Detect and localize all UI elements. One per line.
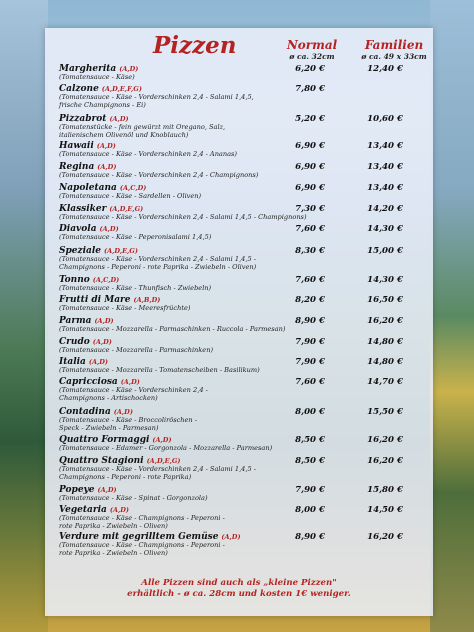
menu-item-allergens: (A,D) xyxy=(88,358,108,366)
menu-item-description: (Tomatensauce - Käse - Vorderschinken 2,4 - Champignons) xyxy=(59,171,259,179)
menu-item-title: Contadina xyxy=(59,407,111,417)
price-normal: 6,20 € xyxy=(295,64,325,74)
menu-item-title: Vegetaria xyxy=(59,505,107,515)
menu-item-description: (Tomatensauce - Käse - Vorderschinken 2,4 - Salami 1,4,5 - Champignons - Peperoni - rote Paprika) xyxy=(59,465,256,481)
price-familien: 13,40 € xyxy=(367,141,403,151)
menu-item-description: (Tomatensauce - Käse - Spinat - Gorgonzola) xyxy=(59,494,208,502)
price-normal: 7,90 € xyxy=(295,485,325,495)
price-familien: 13,40 € xyxy=(367,183,403,193)
column-normal-size: ø ca. 32cm xyxy=(289,52,335,61)
menu-item-description: (Tomatensauce - Käse - Vorderschinken 2,4 - Salami 1,4,5 - Champignons) xyxy=(59,213,307,221)
menu-item-allergens: (A,D,E,G) xyxy=(146,457,181,465)
menu-item-title: Klassiker xyxy=(59,204,107,214)
menu-item-allergens: (A,D,E,F,G) xyxy=(101,85,142,93)
menu-item-title: Regina xyxy=(59,162,95,172)
price-normal: 7,80 € xyxy=(295,84,325,94)
menu-item-description: (Tomatenstücke - fein gewürzt mit Oregano, Salz, italienischem Olivenöl und Knoblauch) xyxy=(59,123,226,139)
menu-item-description: (Tomatensauce - Käse - Peperonisalami 1,4,5) xyxy=(59,233,212,241)
menu-item-allergens: (A,D) xyxy=(109,115,129,123)
price-familien: 14,80 € xyxy=(367,337,403,347)
menu-item-allergens: (A,D) xyxy=(97,163,117,171)
price-familien: 16,20 € xyxy=(367,532,403,542)
page-title: Pizzen xyxy=(153,32,237,59)
menu-item-title: Parma xyxy=(59,316,92,326)
price-familien: 14,50 € xyxy=(367,505,403,515)
menu-item-description: (Tomatensauce - Käse - Vorderschinken 2,4 - Salami 1,4,5 - Champignons - Peperoni - rote Paprika - Zwiebeln - Oliven) xyxy=(59,255,257,271)
menu-item-title: Tonno xyxy=(59,275,90,285)
menu-item-allergens: (A,C,D) xyxy=(119,184,147,192)
price-familien: 16,20 € xyxy=(367,435,403,445)
price-familien: 16,20 € xyxy=(367,316,403,326)
column-familien-label: Familien xyxy=(364,38,424,52)
price-normal: 7,60 € xyxy=(295,275,325,285)
price-normal: 8,50 € xyxy=(295,456,325,466)
price-normal: 7,60 € xyxy=(295,224,325,234)
menu-item-title: Quattro Formaggi xyxy=(59,435,150,445)
background-right xyxy=(430,0,474,632)
price-familien: 10,60 € xyxy=(367,114,403,124)
price-familien: 13,40 € xyxy=(367,162,403,172)
menu-item-title: Capricciosa xyxy=(59,377,118,387)
menu-item-title: Crudo xyxy=(59,337,90,347)
price-normal: 8,30 € xyxy=(295,246,325,256)
price-familien: 15,80 € xyxy=(367,485,403,495)
menu-item-title: Quattro Stagioni xyxy=(59,456,144,466)
menu-panel xyxy=(45,28,433,616)
menu-item-title: Speziale xyxy=(59,246,102,256)
menu-item-description: (Tomatensauce - Mozzarella - Tomatenscheiben - Basilikum) xyxy=(59,366,260,374)
menu-item-allergens: (A,D) xyxy=(109,506,129,514)
menu-item-description: (Tomatensauce - Käse - Champignons - Peperoni - rote Paprika - Zwiebeln - Oliven) xyxy=(59,541,225,557)
price-normal: 8,50 € xyxy=(295,435,325,445)
price-familien: 16,20 € xyxy=(367,456,403,466)
menu-item-allergens: (A,D) xyxy=(221,533,241,541)
footer-line-2: erhältlich - ø ca. 28cm und kosten 1€ weniger. xyxy=(127,589,351,599)
price-normal: 7,30 € xyxy=(295,204,325,214)
footer-note xyxy=(45,578,433,600)
price-familien: 15,50 € xyxy=(367,407,403,417)
menu-item-description: (Tomatensauce - Käse - Meeresfrüchte) xyxy=(59,304,191,312)
menu-item-description: (Tomatensauce - Mozzarella - Parmaschinken - Ruccola - Parmesan) xyxy=(59,325,286,333)
menu-item-title: Margherita xyxy=(59,64,117,74)
column-normal-label: Normal xyxy=(286,38,338,52)
menu-item-allergens: (A,D) xyxy=(120,378,140,386)
price-normal: 8,20 € xyxy=(295,295,325,305)
price-normal: 6,90 € xyxy=(295,141,325,151)
price-familien: 12,40 € xyxy=(367,64,403,74)
menu-item-title: Diavola xyxy=(59,224,97,234)
menu-item-allergens: (A,D) xyxy=(119,65,139,73)
price-familien: 14,30 € xyxy=(367,275,403,285)
column-familien-size: ø ca. 49 x 33cm xyxy=(361,52,427,61)
price-normal: 5,20 € xyxy=(295,114,325,124)
menu-item-allergens: (A,D) xyxy=(94,317,114,325)
menu-item-title: Hawaii xyxy=(59,141,94,151)
menu-item-description: (Tomatensauce - Käse - Vorderschinken 2,4 - Salami 1,4,5, frische Champignons - Ei) xyxy=(59,93,254,109)
price-normal: 8,90 € xyxy=(295,532,325,542)
menu-item-allergens: (A,B,D) xyxy=(133,296,161,304)
price-normal: 7,90 € xyxy=(295,357,325,367)
menu-item-description: (Tomatensauce - Käse - Thunfisch - Zwiebeln) xyxy=(59,284,212,292)
background-left xyxy=(0,0,48,632)
menu-item-title: Italia xyxy=(59,357,86,367)
price-normal: 8,00 € xyxy=(295,407,325,417)
menu-item-allergens: (A,D) xyxy=(92,338,112,346)
menu-item-allergens: (A,C,D) xyxy=(92,276,120,284)
menu-item-description: (Tomatensauce - Käse - Vorderschinken 2,4 - Ananas) xyxy=(59,150,238,158)
menu-item-allergens: (A,D) xyxy=(99,225,119,233)
menu-item-allergens: (A,D) xyxy=(113,408,133,416)
menu-item-title: Verdure mit gegrilltem Gemüse xyxy=(59,532,219,542)
price-normal: 7,90 € xyxy=(295,337,325,347)
footer-line-1: Alle Pizzen sind auch als „kleine Pizzen" xyxy=(141,578,337,588)
menu-item-title: Calzone xyxy=(59,84,99,94)
price-familien: 14,20 € xyxy=(367,204,403,214)
menu-item-description: (Tomatensauce - Käse - Sardellen - Oliven) xyxy=(59,192,202,200)
price-familien: 14,80 € xyxy=(367,357,403,367)
price-normal: 8,00 € xyxy=(295,505,325,515)
price-normal: 8,90 € xyxy=(295,316,325,326)
price-familien: 14,30 € xyxy=(367,224,403,234)
menu-item-title: Frutti di Mare xyxy=(59,295,131,305)
menu-item-allergens: (A,D) xyxy=(97,486,117,494)
price-normal: 6,90 € xyxy=(295,162,325,172)
menu-item-description: (Tomatensauce - Käse - Broccoliröschen - Speck - Zwiebeln - Parmesan) xyxy=(59,416,198,432)
menu-item-description: (Tomatensauce - Edamer - Gorgonzola - Mozzarella - Parmesan) xyxy=(59,444,273,452)
menu-item-allergens: (A,D,E,G) xyxy=(109,205,144,213)
price-normal: 7,60 € xyxy=(295,377,325,387)
menu-item-title: Napoletana xyxy=(59,183,117,193)
menu-item-description: (Tomatensauce - Käse) xyxy=(59,73,135,81)
price-familien: 16,50 € xyxy=(367,295,403,305)
menu-item-title: Pizzabrot xyxy=(59,114,107,124)
menu-item-description: (Tomatensauce - Käse - Vorderschinken 2,4 - Champignons - Artischocken) xyxy=(59,386,208,402)
menu-item-description: (Tomatensauce - Käse - Champignons - Peperoni - rote Paprika - Zwiebeln - Oliven) xyxy=(59,514,225,530)
price-familien: 14,70 € xyxy=(367,377,403,387)
price-normal: 6,90 € xyxy=(295,183,325,193)
menu-item-allergens: (A,D) xyxy=(152,436,172,444)
menu-item-allergens: (A,D,E,G) xyxy=(104,247,138,255)
menu-item-title: Popeye xyxy=(59,485,95,495)
price-familien: 15,00 € xyxy=(367,246,403,256)
menu-item-description: (Tomatensauce - Mozzarella - Parmaschinken) xyxy=(59,346,214,354)
menu-item-allergens: (A,D) xyxy=(96,142,116,150)
